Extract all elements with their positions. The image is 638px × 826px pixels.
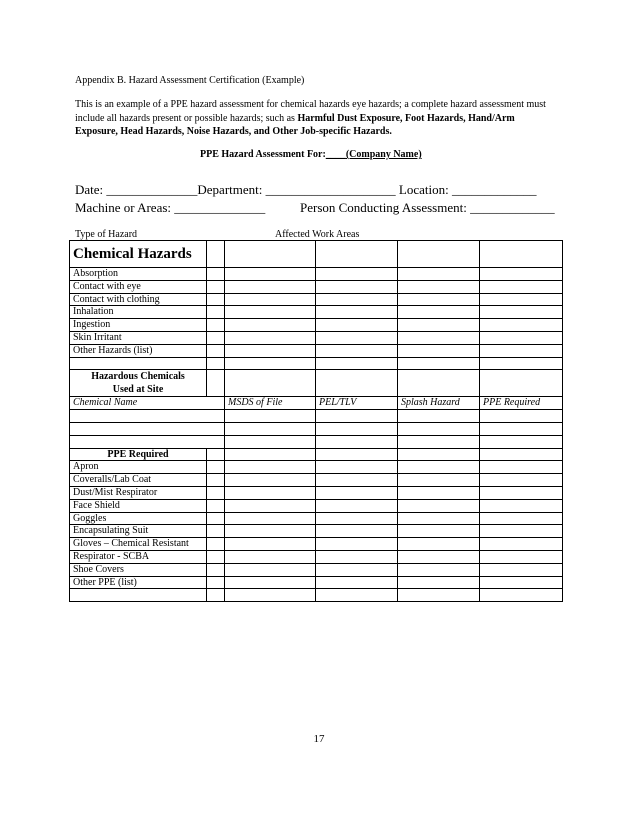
entry-cell[interactable] xyxy=(398,576,480,589)
entry-cell[interactable] xyxy=(207,319,225,332)
ppe-label: Apron xyxy=(70,461,207,474)
table-row xyxy=(70,486,563,499)
entry-cell[interactable] xyxy=(398,512,480,525)
entry-cell[interactable] xyxy=(316,344,398,357)
entry-cell[interactable] xyxy=(398,435,480,448)
entry-cell[interactable] xyxy=(316,422,398,435)
entry-cell[interactable] xyxy=(480,525,563,538)
entry-cell[interactable] xyxy=(480,344,563,357)
entry-cell[interactable] xyxy=(480,474,563,487)
ppe-label: Encapsulating Suit xyxy=(70,525,207,538)
entry-cell[interactable] xyxy=(398,331,480,344)
hazardous-chemicals-title xyxy=(70,370,207,397)
table-row xyxy=(70,268,563,281)
entry-cell[interactable] xyxy=(398,550,480,563)
entry-cell[interactable] xyxy=(225,525,316,538)
hazardous-chemicals-header-row xyxy=(70,370,563,397)
table-row xyxy=(70,563,563,576)
entry-cell[interactable] xyxy=(398,357,480,370)
entry-cell[interactable] xyxy=(316,499,398,512)
entry-cell[interactable] xyxy=(225,499,316,512)
chemical-entry-row xyxy=(70,410,563,423)
entry-cell[interactable] xyxy=(207,293,225,306)
entry-cell[interactable] xyxy=(316,268,398,281)
ppe-required-header-row xyxy=(70,448,563,461)
date-department-location-line: Date: ______________Department: ____________________ Location: _____________ xyxy=(75,182,537,197)
ppe-label: Shoe Covers xyxy=(70,563,207,576)
table-row xyxy=(70,550,563,563)
hazardous-chemicals-title-line1: Hazardous Chemicals xyxy=(91,371,185,383)
entry-cell[interactable] xyxy=(398,268,480,281)
intro-paragraph xyxy=(75,98,555,139)
entry-cell[interactable] xyxy=(207,474,225,487)
entry-cell[interactable] xyxy=(316,576,398,589)
entry-cell[interactable] xyxy=(398,589,480,602)
entry-cell[interactable] xyxy=(316,538,398,551)
ppe-label: Coveralls/Lab Coat xyxy=(70,474,207,487)
entry-cell[interactable] xyxy=(398,280,480,293)
entry-cell[interactable] xyxy=(480,448,563,461)
entry-cell[interactable] xyxy=(316,461,398,474)
entry-cell[interactable] xyxy=(480,422,563,435)
entry-cell[interactable] xyxy=(316,474,398,487)
entry-cell[interactable] xyxy=(480,486,563,499)
entry-cell[interactable] xyxy=(398,474,480,487)
table-row xyxy=(70,461,563,474)
hazard-label: Skin Irritant xyxy=(70,331,207,344)
column-header: PPE Required xyxy=(480,397,563,410)
entry-cell[interactable] xyxy=(480,293,563,306)
page-number: 17 xyxy=(313,733,325,745)
entry-cell[interactable] xyxy=(207,512,225,525)
blank-cell xyxy=(316,370,398,397)
table-row xyxy=(70,538,563,551)
entry-cell[interactable] xyxy=(480,306,563,319)
hazard-label: Ingestion xyxy=(70,319,207,332)
entry-cell[interactable] xyxy=(480,550,563,563)
entry-cell[interactable] xyxy=(207,563,225,576)
table-row xyxy=(70,576,563,589)
entry-cell[interactable] xyxy=(225,319,316,332)
hazard-label: Absorption xyxy=(70,268,207,281)
entry-cell[interactable] xyxy=(398,319,480,332)
entry-cell[interactable] xyxy=(207,486,225,499)
entry-cell[interactable] xyxy=(225,538,316,551)
entry-cell[interactable] xyxy=(207,448,225,461)
table-row xyxy=(70,280,563,293)
ppe-label: Face Shield xyxy=(70,499,207,512)
entry-cell[interactable] xyxy=(207,461,225,474)
entry-cell[interactable] xyxy=(480,589,563,602)
entry-cell[interactable] xyxy=(316,486,398,499)
entry-cell[interactable] xyxy=(225,550,316,563)
entry-cell[interactable] xyxy=(480,576,563,589)
entry-cell[interactable] xyxy=(316,563,398,576)
ppe-label: Dust/Mist Respirator xyxy=(70,486,207,499)
entry-cell[interactable] xyxy=(316,331,398,344)
entry-cell[interactable] xyxy=(398,461,480,474)
table-row xyxy=(70,344,563,357)
entry-cell[interactable] xyxy=(398,538,480,551)
column-header: MSDS of File xyxy=(225,397,316,410)
entry-cell[interactable] xyxy=(316,435,398,448)
entry-cell[interactable] xyxy=(480,410,563,423)
type-of-hazard-label: Type of Hazard xyxy=(75,229,138,240)
entry-cell[interactable] xyxy=(398,525,480,538)
person-conducting-field: Person Conducting Assessment: _____________ xyxy=(300,200,555,215)
entry-cell[interactable] xyxy=(316,410,398,423)
entry-cell[interactable] xyxy=(480,435,563,448)
company-name-field xyxy=(326,149,422,160)
entry-cell[interactable] xyxy=(207,576,225,589)
column-header-chemical-name: Chemical Name xyxy=(70,397,225,410)
blank-cell xyxy=(480,370,563,397)
entry-cell[interactable] xyxy=(398,422,480,435)
column-header: PEL/TLV xyxy=(316,397,398,410)
ppe-label: Respirator - SCBA xyxy=(70,550,207,563)
entry-cell[interactable] xyxy=(225,486,316,499)
entry-cell[interactable] xyxy=(225,563,316,576)
chemical-hazards-header-row xyxy=(70,241,563,268)
entry-cell[interactable] xyxy=(398,448,480,461)
entry-cell[interactable] xyxy=(225,268,316,281)
entry-cell[interactable] xyxy=(480,280,563,293)
blank-cell xyxy=(398,370,480,397)
chemical-name-cell[interactable] xyxy=(70,435,225,448)
entry-cell[interactable] xyxy=(225,474,316,487)
entry-cell[interactable] xyxy=(480,499,563,512)
entry-cell[interactable] xyxy=(207,357,225,370)
entry-cell[interactable] xyxy=(398,563,480,576)
entry-cell[interactable] xyxy=(207,344,225,357)
entry-cell[interactable] xyxy=(316,550,398,563)
entry-cell[interactable] xyxy=(398,306,480,319)
entry-cell[interactable] xyxy=(225,422,316,435)
entry-cell[interactable] xyxy=(316,293,398,306)
table-row xyxy=(70,474,563,487)
entry-cell[interactable] xyxy=(480,461,563,474)
entry-cell[interactable] xyxy=(225,512,316,525)
entry-cell[interactable] xyxy=(316,319,398,332)
company-name-placeholder: (Company Name) xyxy=(345,149,422,160)
entry-cell[interactable] xyxy=(398,486,480,499)
entry-cell[interactable] xyxy=(207,268,225,281)
table-row xyxy=(70,306,563,319)
entry-cell[interactable] xyxy=(225,306,316,319)
ppe-label: Other PPE (list) xyxy=(70,576,207,589)
entry-cell[interactable] xyxy=(398,410,480,423)
entry-cell[interactable] xyxy=(225,435,316,448)
entry-cell[interactable] xyxy=(316,448,398,461)
hazard-label: Contact with clothing xyxy=(70,293,207,306)
entry-cell[interactable] xyxy=(207,525,225,538)
hazard-label: Inhalation xyxy=(70,306,207,319)
entry-cell[interactable] xyxy=(225,280,316,293)
chemical-columns-row xyxy=(70,397,563,410)
table-row xyxy=(70,512,563,525)
entry-cell[interactable] xyxy=(207,589,225,602)
company-name-blank: ____ xyxy=(325,149,346,160)
entry-cell[interactable] xyxy=(316,306,398,319)
appendix-title: Appendix B. Hazard Assessment Certification (Example) xyxy=(75,75,305,86)
blank-cell xyxy=(225,370,316,397)
entry-cell[interactable] xyxy=(225,410,316,423)
chemical-name-cell[interactable] xyxy=(70,410,225,423)
entry-cell[interactable] xyxy=(225,576,316,589)
entry-cell[interactable] xyxy=(316,589,398,602)
assessment-for-line xyxy=(200,149,422,160)
entry-cell[interactable] xyxy=(398,293,480,306)
table-row xyxy=(70,293,563,306)
hazard-label: Contact with eye xyxy=(70,280,207,293)
entry-cell[interactable] xyxy=(480,357,563,370)
table-row xyxy=(70,499,563,512)
entry-cell[interactable] xyxy=(207,538,225,551)
entry-cell[interactable] xyxy=(316,280,398,293)
entry-cell[interactable] xyxy=(225,461,316,474)
affected-work-areas-label: Affected Work Areas xyxy=(275,229,360,240)
entry-cell[interactable] xyxy=(480,563,563,576)
entry-cell[interactable] xyxy=(480,319,563,332)
entry-cell[interactable] xyxy=(316,512,398,525)
ppe-required-title: PPE Required xyxy=(70,448,207,461)
entry-cell[interactable] xyxy=(207,499,225,512)
chemical-entry-row xyxy=(70,435,563,448)
table-row xyxy=(70,525,563,538)
hazard-assessment-table xyxy=(69,240,563,602)
chemical-entry-row xyxy=(70,422,563,435)
entry-cell[interactable] xyxy=(225,589,316,602)
entry-cell[interactable] xyxy=(207,331,225,344)
entry-cell[interactable] xyxy=(225,357,316,370)
entry-cell[interactable] xyxy=(225,331,316,344)
entry-cell[interactable] xyxy=(225,344,316,357)
entry-cell[interactable] xyxy=(398,499,480,512)
table-row xyxy=(70,331,563,344)
assessment-for-label: PPE Hazard Assessment For: xyxy=(200,149,326,160)
chemical-hazards-title: Chemical Hazards xyxy=(70,241,207,268)
ppe-label: Goggles xyxy=(70,512,207,525)
spacer-cell xyxy=(70,589,207,602)
entry-cell[interactable] xyxy=(207,550,225,563)
entry-cell[interactable] xyxy=(316,357,398,370)
hazard-label: Other Hazards (list) xyxy=(70,344,207,357)
chemical-name-cell[interactable] xyxy=(70,422,225,435)
column-header: Splash Hazard xyxy=(398,397,480,410)
entry-cell[interactable] xyxy=(316,525,398,538)
entry-cell[interactable] xyxy=(225,293,316,306)
spacer-row xyxy=(70,357,563,370)
intro-bold-text: Harmful Dust Exposure, Foot Hazards, Hand/Arm Exposure, Head Hazards, Noise Hazards, and Other Job-specific Hazards. xyxy=(75,112,515,137)
blank-cell xyxy=(207,370,225,397)
intro-text: This is an example of a PPE hazard assessment for chemical hazards eye hazards; a complete hazard assessment must include all hazards present or possible hazards; such as xyxy=(75,99,546,124)
entry-cell[interactable] xyxy=(480,268,563,281)
ppe-label: Gloves – Chemical Resistant xyxy=(70,538,207,551)
entry-cell[interactable] xyxy=(207,280,225,293)
spacer-cell xyxy=(70,357,207,370)
spacer-row xyxy=(70,589,563,602)
machine-areas-field: Machine or Areas: ______________ xyxy=(75,200,266,215)
entry-cell[interactable] xyxy=(480,512,563,525)
hazardous-chemicals-title-line2: Used at Site xyxy=(112,384,164,396)
table-row xyxy=(70,319,563,332)
entry-cell[interactable] xyxy=(480,538,563,551)
entry-cell[interactable] xyxy=(398,344,480,357)
entry-cell[interactable] xyxy=(225,448,316,461)
entry-cell[interactable] xyxy=(480,331,563,344)
entry-cell[interactable] xyxy=(207,306,225,319)
